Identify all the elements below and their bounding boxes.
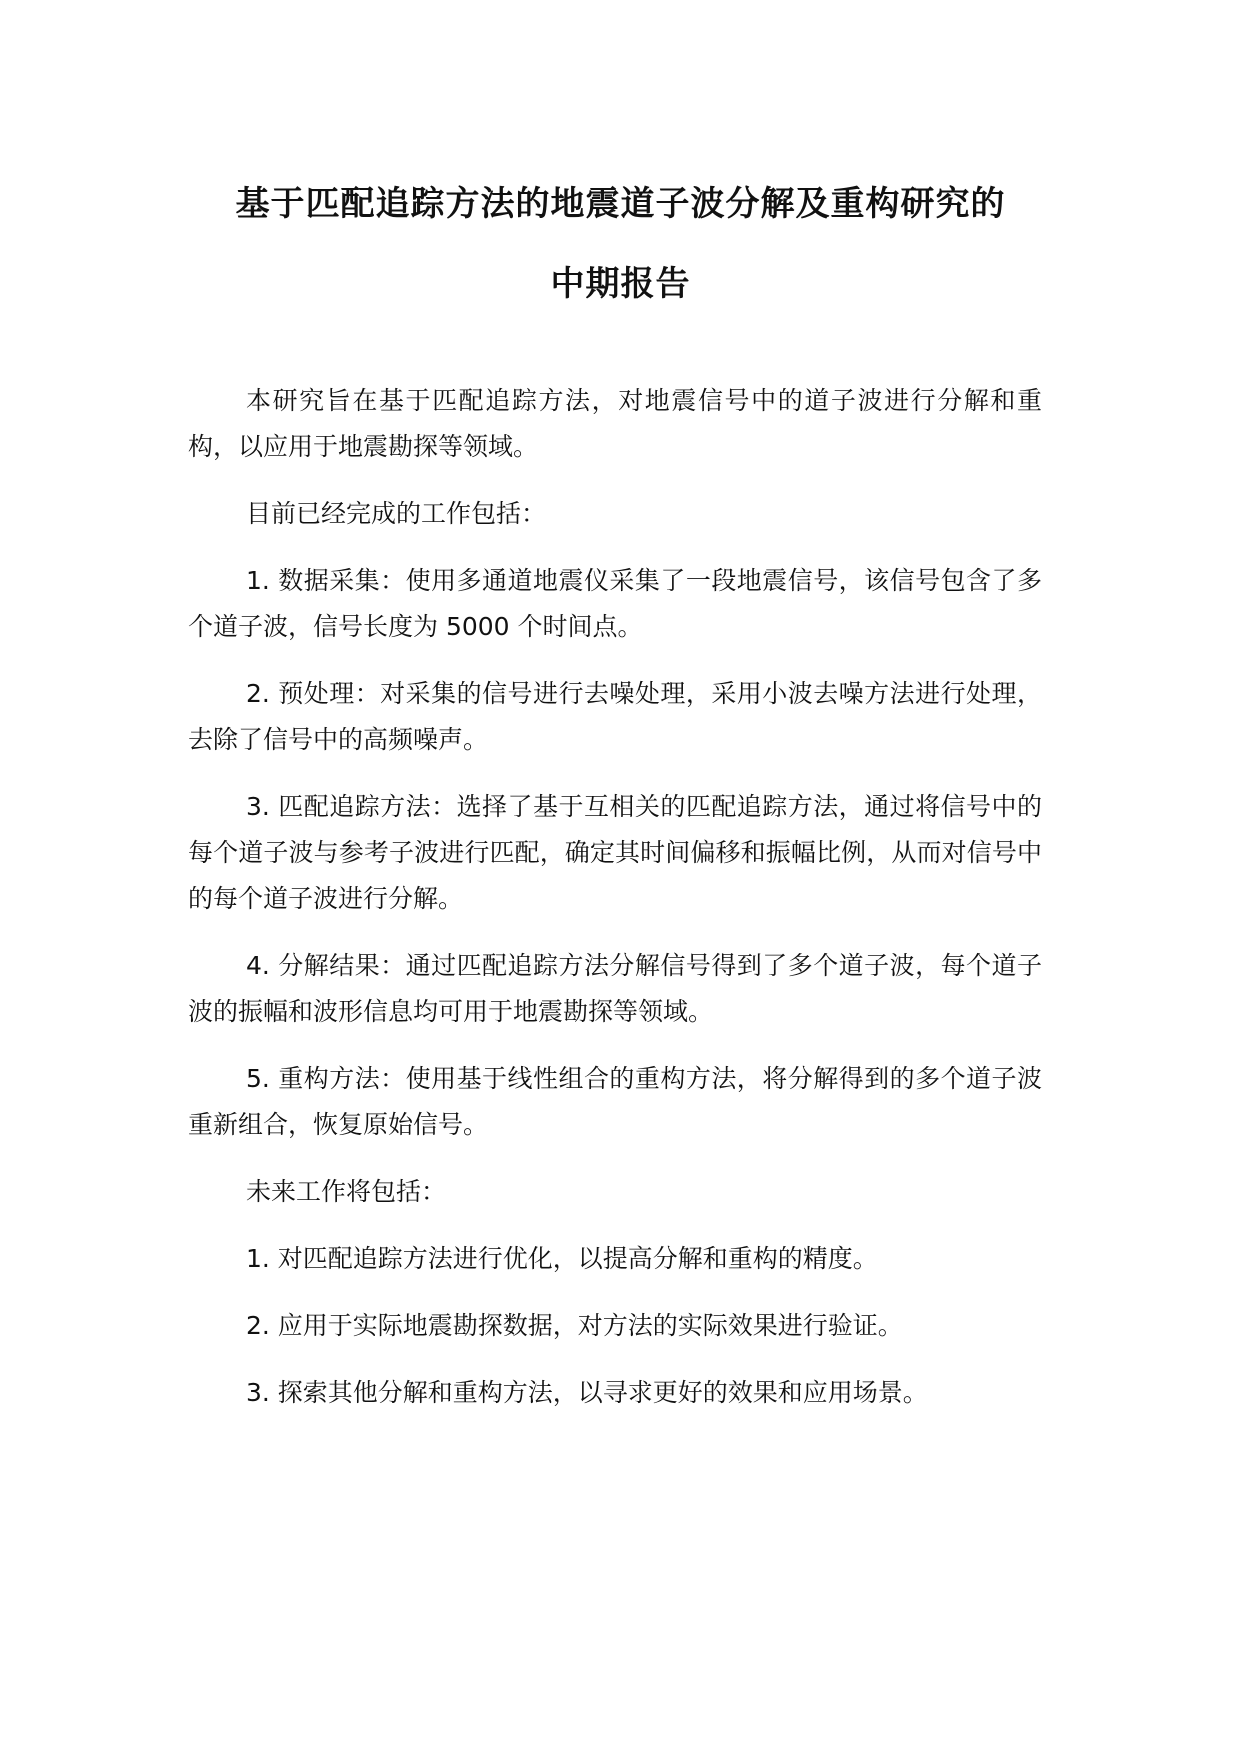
paragraph-item-data-collection: 1. 数据采集：使用多通道地震仪采集了一段地震信号，该信号包含了多个道子波，信号长度为 5000 个时间点。 (188, 566, 1042, 641)
paragraph-future-item-3: 3. 探索其他分解和重构方法，以寻求更好的效果和应用场景。 (246, 1378, 928, 1407)
paragraph-future-heading: 未来工作将包括： (246, 1177, 447, 1206)
paragraph-item-matching-pursuit: 3. 匹配追踪方法：选择了基于互相关的匹配追踪方法，通过将信号中的每个道子波与参考子波进行匹配，确定其时间偏移和振幅比例，从而对信号中的每个道子波进行分解。 (188, 792, 1042, 913)
paragraph-future-item-2: 2. 应用于实际地震勘探数据，对方法的实际效果进行验证。 (246, 1311, 903, 1340)
document-title-line-2: 中期报告 (550, 264, 691, 304)
paragraph-future-item-1: 1. 对匹配追踪方法进行优化，以提高分解和重构的精度。 (246, 1244, 878, 1273)
paragraph-item-preprocessing: 2. 预处理：对采集的信号进行去噪处理，采用小波去噪方法进行处理，去除了信号中的高频噪声。 (188, 679, 1042, 754)
paragraph-item-reconstruction: 5. 重构方法：使用基于线性组合的重构方法，将分解得到的多个道子波重新组合，恢复原始信号。 (188, 1064, 1042, 1139)
document-title-line-1: 基于匹配追踪方法的地震道子波分解及重构研究的 (235, 184, 1006, 224)
paragraph-intro: 本研究旨在基于匹配追踪方法，对地震信号中的道子波进行分解和重构，以应用于地震勘探等领域。 (188, 386, 1042, 461)
document-body (188, 378, 1042, 1437)
paragraph-completed-heading: 目前已经完成的工作包括： (246, 499, 547, 528)
paragraph-item-decomposition-results: 4. 分解结果：通过匹配追踪方法分解信号得到了多个道子波，每个道子波的振幅和波形信息均可用于地震勘探等领域。 (188, 951, 1042, 1026)
